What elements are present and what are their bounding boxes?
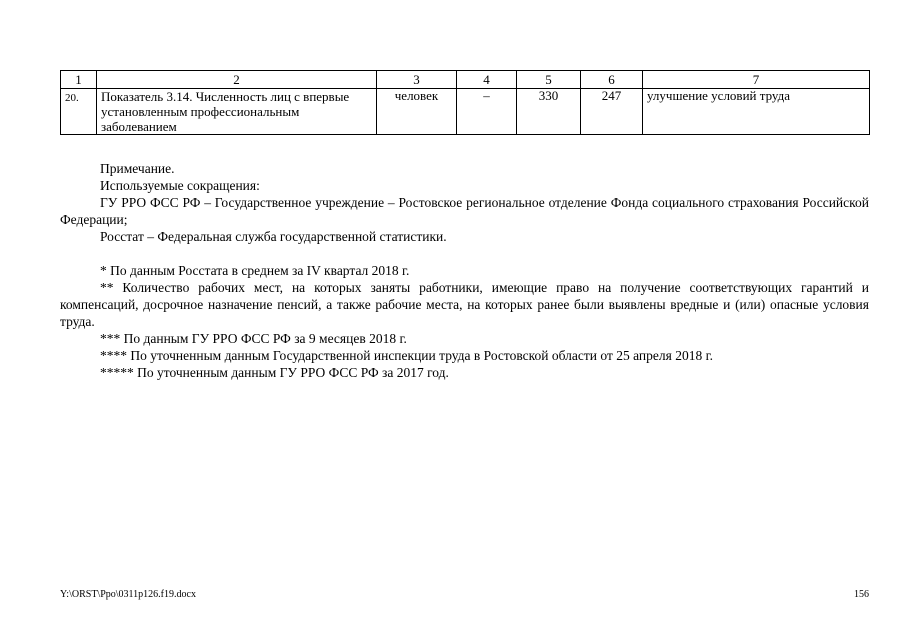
footnote-5: ***** По уточненным данным ГУ РРО ФСС РФ за 2017 год.: [100, 365, 449, 380]
header-col-4: 4: [457, 71, 517, 89]
header-col-6: 6: [581, 71, 643, 89]
footnote-3: *** По данным ГУ РРО ФСС РФ за 9 месяцев 2018 г.: [100, 331, 407, 346]
footnote-2: ** Количество рабочих мест, на которых заняты работники, имеющие право на получение соответствующих гарантий и компенсаций, досрочное назначение пенсий, а также рабочие места, на которых ранее были выявлены вредные и (или) опасные условия труда.: [60, 280, 869, 329]
abbreviation-fss: ГУ РРО ФСС РФ – Государственное учреждение – Ростовское региональное отделение Фонда социального страхования Российской Федерации;: [60, 195, 869, 227]
col4-cell: –: [457, 89, 517, 135]
page-number: 156: [854, 589, 869, 600]
abbreviation-rosstat: Росстат – Федеральная служба государственной статистики.: [100, 229, 447, 244]
header-col-3: 3: [377, 71, 457, 89]
footnote-1: * По данным Росстата в среднем за IV квартал 2018 г.: [100, 263, 410, 278]
header-col-7: 7: [643, 71, 870, 89]
spacer: [60, 245, 869, 262]
header-col-2: 2: [97, 71, 377, 89]
file-path: Y:\ORST\Ppo\0311p126.f19.docx: [60, 589, 196, 600]
indicator-name: Показатель 3.14. Численность лиц с впервые установленным профессиональным заболеванием: [97, 89, 377, 135]
col6-cell: 247: [581, 89, 643, 135]
table-row: [61, 89, 870, 135]
notes-section: [60, 160, 869, 381]
footnote-4: **** По уточненным данным Государственной инспекции труда в Ростовской области от 25 апреля 2018 г.: [100, 348, 713, 363]
header-col-5: 5: [517, 71, 581, 89]
note-title: Примечание.: [100, 161, 175, 176]
col7-cell: улучшение условий труда: [643, 89, 870, 135]
col5-cell: 330: [517, 89, 581, 135]
unit-cell: человек: [377, 89, 457, 135]
indicators-table: [60, 70, 870, 135]
header-col-1: 1: [61, 71, 97, 89]
abbreviations-heading: Используемые сокращения:: [100, 178, 260, 193]
table-header-row: [61, 71, 870, 89]
row-number: 20.: [61, 89, 97, 135]
